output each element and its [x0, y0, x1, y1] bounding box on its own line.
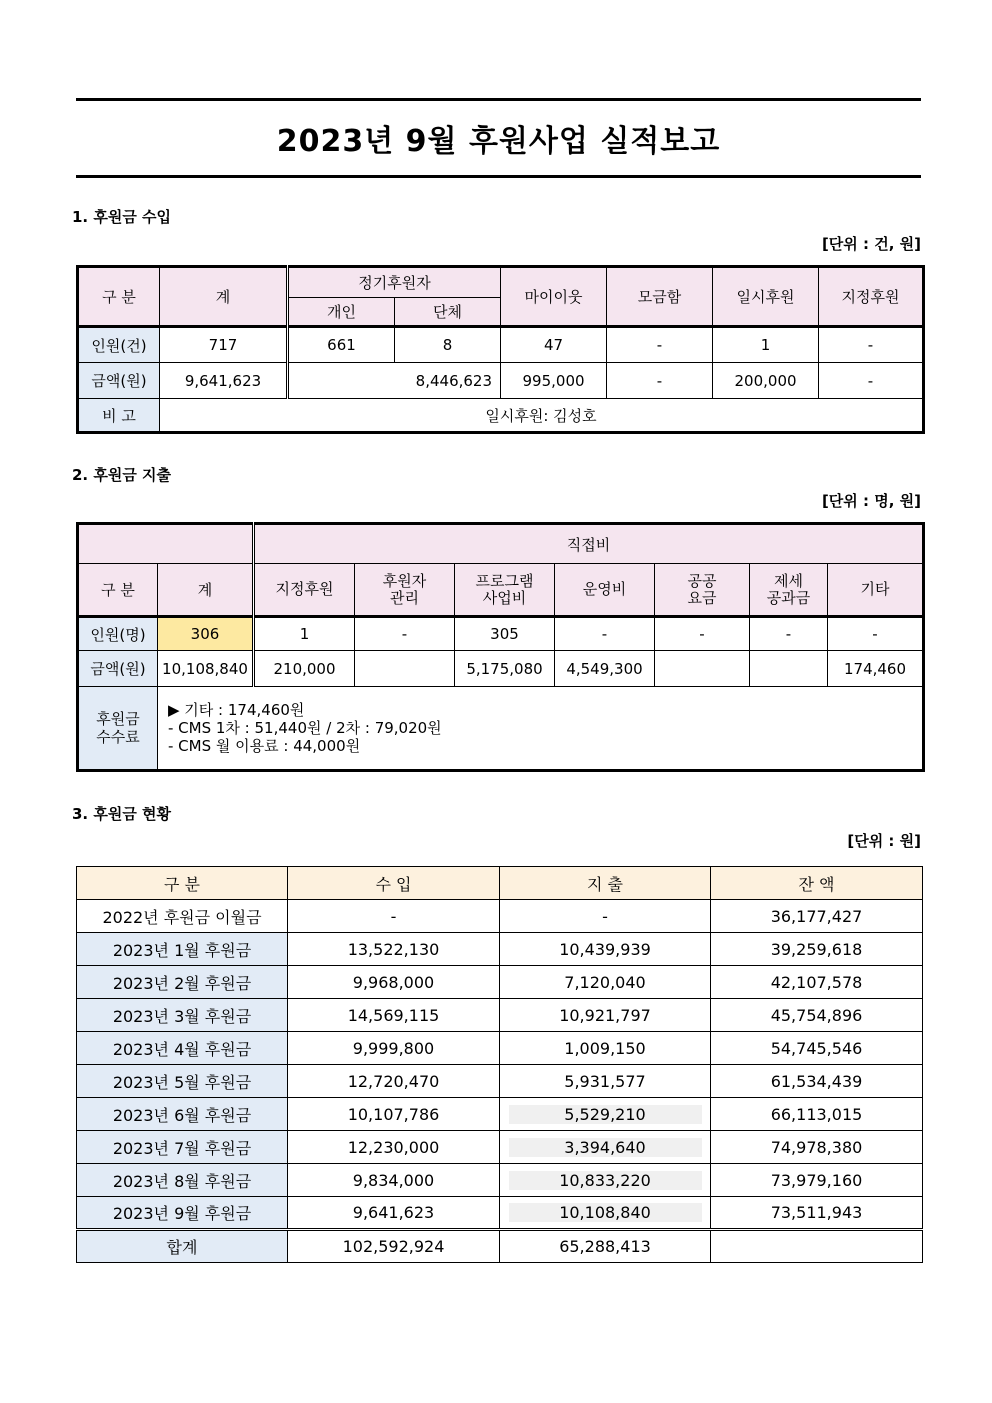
cell: 9,641,623 [288, 1197, 500, 1230]
total-label: 합계 [77, 1230, 288, 1263]
expense-table [76, 522, 925, 772]
cell: 10,107,786 [288, 1098, 500, 1131]
header-income: 수 입 [288, 867, 500, 900]
cell: 210,000 [254, 651, 355, 687]
cell: 1 [254, 617, 355, 651]
header-regular: 정기후원자 [288, 267, 501, 298]
cell-total-highlight: 306 [158, 617, 254, 651]
cell: 36,177,427 [711, 900, 923, 933]
note-cell: 일시후원: 김성호 [160, 399, 924, 433]
table-row [77, 999, 923, 1032]
header-designated: 지정후원 [819, 267, 924, 327]
cell: 4,549,300 [555, 651, 655, 687]
cell: 54,745,546 [711, 1032, 923, 1065]
section1-unit: [단위 : 건, 원] [821, 235, 921, 253]
cell: 661 [288, 327, 395, 363]
cell: 9,641,623 [160, 363, 288, 399]
section3-heading: 3. 후원금 현황 [72, 805, 172, 823]
cell: 5,175,080 [455, 651, 555, 687]
header-total: 계 [160, 267, 288, 327]
header-direct: 직접비 [254, 524, 924, 564]
cell: 9,968,000 [288, 966, 500, 999]
cell: 10,108,840 [158, 651, 254, 687]
header-gubun: 구 분 [78, 564, 158, 617]
cell [711, 1230, 923, 1263]
cell: 45,754,896 [711, 999, 923, 1032]
table-row [77, 933, 923, 966]
fee-line: - CMS 1차 : 51,440원 / 2차 : 79,020원 [168, 719, 442, 737]
fee-note [158, 687, 924, 771]
cell: 9,834,000 [288, 1164, 500, 1197]
cell: 9,999,800 [288, 1032, 500, 1065]
header-balance: 잔 액 [711, 867, 923, 900]
cell: - [288, 900, 500, 933]
table-row [77, 1131, 923, 1164]
row-label: 인원(건) [78, 327, 160, 363]
fee-line: ▶ 기타 : 174,460원 [168, 701, 305, 719]
cell: 10,439,939 [500, 933, 711, 966]
cell [655, 651, 750, 687]
row-label: 인원(명) [78, 617, 158, 651]
table-row [77, 1065, 923, 1098]
row-label: 금액(원) [78, 651, 158, 687]
cell-value: 10,108,840 [509, 1203, 702, 1222]
cell: 47 [501, 327, 607, 363]
row-label: 비 고 [78, 399, 160, 433]
section2-unit: [단위 : 명, 원] [821, 492, 921, 510]
header-col: 공공 요금 [655, 564, 750, 617]
cell: - [607, 327, 713, 363]
cell-value: 10,833,220 [509, 1171, 702, 1190]
cell: 8,446,623 [288, 363, 501, 399]
row-label: 후원금 수수료 [78, 687, 158, 771]
cell: 7,120,040 [500, 966, 711, 999]
cell [750, 651, 828, 687]
cell: 305 [455, 617, 555, 651]
balance-table [76, 866, 923, 1263]
row-label: 2022년 후원금 이월금 [77, 900, 288, 933]
header-total: 계 [158, 564, 254, 617]
cell: 66,113,015 [711, 1098, 923, 1131]
cell: 717 [160, 327, 288, 363]
row-label: 금액(원) [78, 363, 160, 399]
row-label: 2023년 6월 후원금 [77, 1098, 288, 1131]
cell: 174,460 [828, 651, 924, 687]
table-row [77, 900, 923, 933]
cell: 74,978,380 [711, 1131, 923, 1164]
section3-unit: [단위 : 원] [847, 832, 921, 850]
fee-line: - CMS 월 이용료 : 44,000원 [168, 737, 361, 755]
cell: - [828, 617, 924, 651]
cell [500, 1098, 711, 1131]
row-label: 2023년 9월 후원금 [77, 1197, 288, 1230]
cell: - [555, 617, 655, 651]
cell: - [607, 363, 713, 399]
cell: 200,000 [713, 363, 819, 399]
cell: 13,522,130 [288, 933, 500, 966]
cell [500, 1131, 711, 1164]
cell: 8 [395, 327, 501, 363]
cell: 5,931,577 [500, 1065, 711, 1098]
cell: 1 [713, 327, 819, 363]
cell: - [355, 617, 455, 651]
header-col: 운영비 [555, 564, 655, 617]
cell [500, 1197, 711, 1230]
cell-value: 5,529,210 [509, 1105, 702, 1124]
income-table [76, 265, 925, 434]
cell: 65,288,413 [500, 1230, 711, 1263]
header-group: 단체 [395, 298, 501, 327]
header-empty [78, 524, 254, 564]
row-label: 2023년 3월 후원금 [77, 999, 288, 1032]
row-label: 2023년 2월 후원금 [77, 966, 288, 999]
cell: 1,009,150 [500, 1032, 711, 1065]
cell: 61,534,439 [711, 1065, 923, 1098]
header-col: 제세 공과금 [750, 564, 828, 617]
cell [500, 1164, 711, 1197]
header-individual: 개인 [288, 298, 395, 327]
row-label: 2023년 5월 후원금 [77, 1065, 288, 1098]
header-gubun: 구 분 [77, 867, 288, 900]
page-title: 2023년 9월 후원사업 실적보고 [276, 124, 721, 159]
cell: - [819, 327, 924, 363]
cell: 10,921,797 [500, 999, 711, 1032]
cell: 102,592,924 [288, 1230, 500, 1263]
header-col: 지정후원 [254, 564, 355, 617]
cell: 42,107,578 [711, 966, 923, 999]
total-row [77, 1230, 923, 1263]
header-myioot: 마이이웃 [501, 267, 607, 327]
cell: 995,000 [501, 363, 607, 399]
row-label: 2023년 4월 후원금 [77, 1032, 288, 1065]
cell: 12,230,000 [288, 1131, 500, 1164]
cell: 14,569,115 [288, 999, 500, 1032]
cell: 73,979,160 [711, 1164, 923, 1197]
title-box [76, 98, 921, 178]
table-row [77, 1164, 923, 1197]
cell: - [655, 617, 750, 651]
cell: - [750, 617, 828, 651]
table-row [77, 1032, 923, 1065]
header-onetime: 일시후원 [713, 267, 819, 327]
row-label: 2023년 1월 후원금 [77, 933, 288, 966]
table-row [77, 1098, 923, 1131]
header-gubun: 구 분 [78, 267, 160, 327]
section2-heading: 2. 후원금 지출 [72, 466, 172, 484]
cell: 39,259,618 [711, 933, 923, 966]
row-label: 2023년 7월 후원금 [77, 1131, 288, 1164]
section1-heading: 1. 후원금 수입 [72, 208, 172, 226]
header-col: 후원자 관리 [355, 564, 455, 617]
table-row [77, 1197, 923, 1230]
header-col: 기타 [828, 564, 924, 617]
table-row [77, 966, 923, 999]
cell: 73,511,943 [711, 1197, 923, 1230]
cell [355, 651, 455, 687]
cell-value: 3,394,640 [509, 1138, 702, 1157]
cell: - [500, 900, 711, 933]
header-col: 프로그램 사업비 [455, 564, 555, 617]
header-box: 모금함 [607, 267, 713, 327]
row-label: 2023년 8월 후원금 [77, 1164, 288, 1197]
cell: 12,720,470 [288, 1065, 500, 1098]
header-expense: 지 출 [500, 867, 711, 900]
cell: - [819, 363, 924, 399]
